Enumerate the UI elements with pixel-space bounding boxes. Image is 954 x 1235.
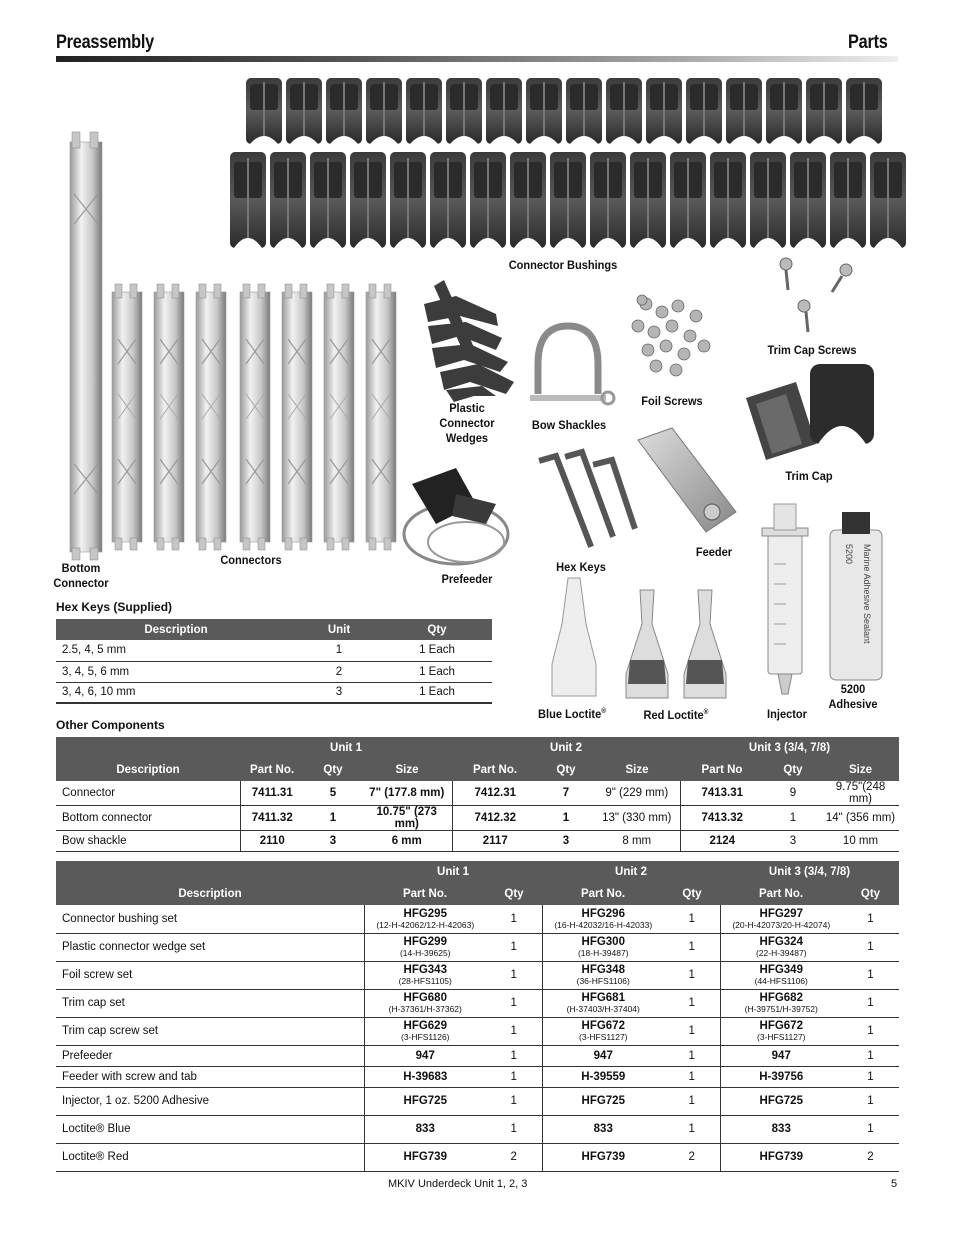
cell-description: Trim cap screw set bbox=[56, 1017, 364, 1045]
label-hex-keys: Hex Keys bbox=[556, 560, 606, 574]
part-number: HFG682 bbox=[759, 992, 803, 1004]
bottom-connector-image bbox=[70, 132, 102, 560]
cell-qty: 2 bbox=[664, 1143, 720, 1171]
cell-description: Connector bushing set bbox=[56, 905, 364, 933]
part-number: HFG725 bbox=[759, 1095, 803, 1107]
part-subnumber: (3-HFS1127) bbox=[757, 1032, 806, 1042]
cell-part-no bbox=[364, 1115, 486, 1143]
part-subnumber: (22-H-39487) bbox=[755, 948, 807, 958]
label-feeder: Feeder bbox=[695, 545, 733, 559]
group-header bbox=[56, 737, 240, 759]
part-subnumber: (14-H-39625) bbox=[399, 948, 451, 958]
part-number: HFG324 bbox=[759, 936, 803, 948]
cell-part-no bbox=[720, 1045, 842, 1066]
parts-table bbox=[56, 861, 899, 1172]
part-subnumber: (18-H-39487) bbox=[577, 948, 629, 958]
label-adhesive: 5200 Adhesive bbox=[828, 682, 878, 711]
table-row bbox=[56, 661, 492, 682]
page-title: Preassembly bbox=[56, 32, 154, 53]
part-number: 833 bbox=[415, 1123, 435, 1135]
label-injector: Injector bbox=[767, 707, 807, 721]
cell-qty: 1 bbox=[664, 933, 720, 961]
cell: 3, 4, 5, 6 mm bbox=[56, 661, 296, 682]
cell-part-no bbox=[720, 1143, 842, 1171]
part-number: 833 bbox=[593, 1123, 613, 1135]
cell-part-no bbox=[720, 1115, 842, 1143]
label-foil-screws: Foil Screws bbox=[641, 394, 703, 408]
cell-qty: 1 bbox=[486, 905, 542, 933]
cell: 6 mm bbox=[362, 831, 452, 852]
table-row bbox=[56, 806, 899, 831]
cell-qty: 2 bbox=[486, 1143, 542, 1171]
label-bottom-connector: Bottom Connector bbox=[53, 561, 109, 590]
group-header bbox=[56, 861, 364, 883]
table-row bbox=[56, 682, 492, 703]
cell-qty: 1 bbox=[664, 1087, 720, 1115]
part-number: H-39559 bbox=[581, 1070, 626, 1083]
connectors-image bbox=[112, 284, 396, 550]
part-number: HFG739 bbox=[403, 1151, 447, 1163]
col-header: Part No. bbox=[452, 759, 538, 781]
cell-qty: 1 bbox=[842, 961, 899, 989]
cell: 9" (229 mm) bbox=[594, 781, 680, 806]
cell-qty: 1 bbox=[842, 989, 899, 1017]
part-number: HFG672 bbox=[581, 1020, 625, 1032]
part-number: HFG725 bbox=[581, 1095, 625, 1107]
cell: 1 Each bbox=[382, 640, 492, 661]
cell-description: Feeder with screw and tab bbox=[56, 1066, 364, 1087]
label-connectors: Connectors bbox=[220, 553, 282, 567]
cell-qty: 1 bbox=[842, 905, 899, 933]
part-number: HFG629 bbox=[403, 1020, 447, 1032]
part-number: H-39683 bbox=[403, 1070, 448, 1083]
cell: 3 bbox=[304, 831, 362, 852]
tube-number: 5200 bbox=[844, 544, 854, 565]
cell-qty: 1 bbox=[486, 1045, 542, 1066]
group-header: Unit 2 bbox=[542, 861, 720, 883]
cell: 7411.32 bbox=[240, 806, 304, 831]
cell-part-no bbox=[542, 905, 664, 933]
foil-screws-image bbox=[632, 295, 710, 376]
cell: 5 bbox=[304, 781, 362, 806]
hex-keys-table bbox=[56, 619, 492, 704]
table-row bbox=[56, 640, 492, 661]
cell-description: Trim cap set bbox=[56, 989, 364, 1017]
cell-qty: 1 bbox=[842, 933, 899, 961]
adhesive-tube-image bbox=[830, 512, 882, 680]
header-rule bbox=[56, 56, 898, 62]
cell-part-no bbox=[720, 933, 842, 961]
trim-cap-screws-image bbox=[780, 258, 852, 332]
cell-part-no bbox=[720, 961, 842, 989]
page-number: 5 bbox=[891, 1178, 898, 1190]
cell-qty: 1 bbox=[664, 1115, 720, 1143]
cell: 7 bbox=[538, 781, 594, 806]
cell-qty: 1 bbox=[486, 1115, 542, 1143]
table-row bbox=[56, 905, 899, 933]
cell: 3 bbox=[538, 831, 594, 852]
label-bow-shackles: Bow Shackles bbox=[531, 418, 607, 432]
col-header: Qty bbox=[842, 883, 899, 905]
blue-loctite-text: Blue Loctite bbox=[538, 707, 602, 721]
col-header: Description bbox=[56, 759, 240, 781]
cell: 7413.31 bbox=[680, 781, 764, 806]
col-header: Qty bbox=[304, 759, 362, 781]
col-header: Size bbox=[822, 759, 899, 781]
cell-qty: 1 bbox=[664, 905, 720, 933]
cell: 8 mm bbox=[594, 831, 680, 852]
cell-part-no bbox=[542, 1087, 664, 1115]
cell-part-no bbox=[720, 1017, 842, 1045]
part-number: HFG725 bbox=[403, 1095, 447, 1107]
cell: 7412.31 bbox=[452, 781, 538, 806]
connector-bushings-image bbox=[230, 78, 906, 248]
cell-part-no bbox=[720, 1066, 842, 1087]
part-number: HFG299 bbox=[403, 936, 447, 948]
red-loctite-text: Red Loctite bbox=[643, 708, 704, 722]
cell-part-no bbox=[542, 1115, 664, 1143]
col-header: Unit bbox=[296, 619, 382, 640]
part-number: HFG680 bbox=[403, 992, 447, 1004]
table-row bbox=[56, 1087, 899, 1115]
part-number: H-39756 bbox=[759, 1070, 804, 1083]
part-subnumber: (H-37361/H-37362) bbox=[388, 1004, 462, 1014]
table-row bbox=[56, 1143, 899, 1171]
col-header: Qty bbox=[382, 619, 492, 640]
other-components-table bbox=[56, 737, 899, 852]
hex-keys-image bbox=[542, 452, 634, 544]
cell-part-no bbox=[364, 905, 486, 933]
col-header: Size bbox=[362, 759, 452, 781]
cell-part-no bbox=[364, 1087, 486, 1115]
col-header: Part No. bbox=[240, 759, 304, 781]
col-header: Part No. bbox=[720, 883, 842, 905]
cell-part-no bbox=[364, 1066, 486, 1087]
cell-part-no bbox=[542, 961, 664, 989]
table-row bbox=[56, 933, 899, 961]
cell-part-no bbox=[364, 1143, 486, 1171]
cell-part-no bbox=[542, 989, 664, 1017]
part-subnumber: (3-HFS1126) bbox=[401, 1032, 450, 1042]
cell: Bow shackle bbox=[56, 831, 240, 852]
cell-description: Injector, 1 oz. 5200 Adhesive bbox=[56, 1087, 364, 1115]
table-row bbox=[56, 781, 899, 806]
feeder-image bbox=[638, 428, 736, 532]
cell: 2110 bbox=[240, 831, 304, 852]
part-number: 947 bbox=[771, 1049, 791, 1062]
part-subnumber: (12-H-42062/12-H-42063) bbox=[376, 919, 475, 930]
cell-part-no bbox=[364, 1045, 486, 1066]
part-number: HFG348 bbox=[581, 964, 625, 976]
part-number: HFG349 bbox=[759, 964, 803, 976]
part-subnumber: (36-HFS1106) bbox=[576, 976, 630, 986]
cell: 1 bbox=[538, 806, 594, 831]
cell-description: Foil screw set bbox=[56, 961, 364, 989]
section-title: Parts bbox=[848, 32, 888, 53]
blue-loctite-image bbox=[552, 578, 596, 696]
cell: 13" (330 mm) bbox=[594, 806, 680, 831]
part-number: HFG296 bbox=[581, 907, 625, 920]
label-connector-bushings: Connector Bushings bbox=[508, 258, 618, 272]
part-subnumber: (16-H-42032/16-H-42033) bbox=[554, 919, 653, 930]
cell-description: Plastic connector wedge set bbox=[56, 933, 364, 961]
col-header: Size bbox=[594, 759, 680, 781]
cell-qty: 1 bbox=[842, 1087, 899, 1115]
cell: 2.5, 4, 5 mm bbox=[56, 640, 296, 661]
cell: 3 bbox=[296, 682, 382, 703]
bow-shackle-image bbox=[530, 326, 614, 404]
col-header: Qty bbox=[538, 759, 594, 781]
table-row bbox=[56, 989, 899, 1017]
cell-qty: 1 bbox=[664, 1045, 720, 1066]
group-header: Unit 1 bbox=[240, 737, 452, 759]
cell-qty: 1 bbox=[842, 1045, 899, 1066]
table-row bbox=[56, 1017, 899, 1045]
group-header: Unit 3 (3/4, 7/8) bbox=[680, 737, 899, 759]
cell-part-no bbox=[720, 905, 842, 933]
part-subnumber: (H-39751/H-39752) bbox=[744, 1004, 818, 1014]
cell-qty: 1 bbox=[664, 1066, 720, 1087]
cell-qty: 1 bbox=[486, 1066, 542, 1087]
cell: 1 bbox=[296, 640, 382, 661]
cell-qty: 1 bbox=[486, 989, 542, 1017]
label-prefeeder: Prefeeder bbox=[441, 572, 493, 586]
part-number: HFG297 bbox=[759, 907, 803, 920]
cell-part-no bbox=[364, 989, 486, 1017]
col-header: Part No bbox=[680, 759, 764, 781]
cell: 3 bbox=[764, 831, 822, 852]
cell-part-no bbox=[542, 933, 664, 961]
part-subnumber: (3-HFS1127) bbox=[579, 1032, 628, 1042]
cell-qty: 1 bbox=[486, 1087, 542, 1115]
cell: 1 bbox=[304, 806, 362, 831]
cell-part-no bbox=[720, 1087, 842, 1115]
cell-qty: 1 bbox=[486, 961, 542, 989]
part-number: HFG343 bbox=[403, 964, 447, 976]
cell: 7411.31 bbox=[240, 781, 304, 806]
part-number: 833 bbox=[771, 1123, 791, 1135]
trim-cap-image bbox=[746, 364, 874, 460]
cell: 9 bbox=[764, 781, 822, 806]
part-number: HFG739 bbox=[581, 1151, 625, 1163]
cell-part-no bbox=[364, 933, 486, 961]
cell: 2124 bbox=[680, 831, 764, 852]
cell: Connector bbox=[56, 781, 240, 806]
cell-part-no bbox=[542, 1045, 664, 1066]
cell: 14" (356 mm) bbox=[822, 806, 899, 831]
label-trim-cap-screws: Trim Cap Screws bbox=[767, 343, 857, 357]
label-plastic-connector-wedges: Plastic Connector Wedges bbox=[439, 401, 495, 445]
cell: 9.75"(248 mm) bbox=[822, 781, 899, 806]
cell: 2 bbox=[296, 661, 382, 682]
cell-part-no bbox=[542, 1017, 664, 1045]
cell-part-no bbox=[542, 1143, 664, 1171]
cell-qty: 1 bbox=[664, 961, 720, 989]
group-header: Unit 1 bbox=[364, 861, 542, 883]
col-header: Description bbox=[56, 883, 364, 905]
col-header: Qty bbox=[486, 883, 542, 905]
reg-mark: ® bbox=[703, 709, 709, 716]
cell-qty: 1 bbox=[486, 933, 542, 961]
col-header: Part No. bbox=[542, 883, 664, 905]
label-trim-cap: Trim Cap bbox=[785, 469, 833, 483]
label-blue-loctite bbox=[533, 704, 610, 722]
table-row bbox=[56, 1066, 899, 1087]
cell-qty: 1 bbox=[664, 1017, 720, 1045]
col-header: Qty bbox=[664, 883, 720, 905]
cell-qty: 1 bbox=[842, 1017, 899, 1045]
part-number: HFG295 bbox=[403, 907, 447, 920]
footer-title: MKIV Underdeck Unit 1, 2, 3 bbox=[388, 1178, 528, 1190]
part-number: HFG739 bbox=[759, 1151, 803, 1163]
col-header: Part No. bbox=[364, 883, 486, 905]
cell-part-no bbox=[364, 1017, 486, 1045]
cell-part-no bbox=[542, 1066, 664, 1087]
part-number: 947 bbox=[415, 1049, 435, 1062]
cell-qty: 1 bbox=[486, 1017, 542, 1045]
part-number: HFG300 bbox=[581, 936, 625, 948]
cell-qty: 2 bbox=[842, 1143, 899, 1171]
cell: 7412.32 bbox=[452, 806, 538, 831]
plastic-wedges-image bbox=[424, 280, 514, 402]
table-row bbox=[56, 831, 899, 852]
injector-image bbox=[762, 504, 808, 694]
cell-part-no bbox=[720, 989, 842, 1017]
table-row bbox=[56, 1045, 899, 1066]
part-subnumber: (H-37403/H-37404) bbox=[566, 1004, 640, 1014]
part-number: HFG681 bbox=[581, 992, 625, 1004]
cell: 3, 4, 6, 10 mm bbox=[56, 682, 296, 703]
part-subnumber: (28-HFS1105) bbox=[398, 976, 452, 986]
cell: 10 mm bbox=[822, 831, 899, 852]
group-header: Unit 2 bbox=[452, 737, 680, 759]
cell: Bottom connector bbox=[56, 806, 240, 831]
cell-part-no bbox=[364, 961, 486, 989]
red-loctite-image bbox=[626, 590, 726, 698]
cell: 1 bbox=[764, 806, 822, 831]
reg-mark: ® bbox=[601, 708, 606, 715]
part-number: HFG672 bbox=[759, 1020, 803, 1032]
group-header: Unit 3 (3/4, 7/8) bbox=[720, 861, 899, 883]
cell: 2117 bbox=[452, 831, 538, 852]
cell-qty: 1 bbox=[842, 1115, 899, 1143]
cell: 10.75" (273 mm) bbox=[362, 806, 452, 831]
col-header: Qty bbox=[764, 759, 822, 781]
hex-keys-title: Hex Keys (Supplied) bbox=[56, 600, 173, 614]
part-subnumber: (20-H-42073/20-H-42074) bbox=[732, 919, 831, 930]
part-number: 947 bbox=[593, 1049, 613, 1062]
table-row bbox=[56, 1115, 899, 1143]
cell: 7413.32 bbox=[680, 806, 764, 831]
cell-description: Loctite® Blue bbox=[56, 1115, 364, 1143]
cell: 7" (177.8 mm) bbox=[362, 781, 452, 806]
prefeeder-image bbox=[404, 468, 508, 564]
cell-qty: 1 bbox=[842, 1066, 899, 1087]
cell-description: Prefeeder bbox=[56, 1045, 364, 1066]
cell-qty: 1 bbox=[664, 989, 720, 1017]
cell: 1 Each bbox=[382, 682, 492, 703]
tube-label: Marine Adhesive Sealant bbox=[862, 544, 872, 644]
cell-description: Loctite® Red bbox=[56, 1143, 364, 1171]
cell: 1 Each bbox=[382, 661, 492, 682]
other-components-title: Other Components bbox=[56, 718, 165, 732]
table-row bbox=[56, 961, 899, 989]
col-header: Description bbox=[56, 619, 296, 640]
label-red-loctite bbox=[637, 705, 714, 723]
part-subnumber: (44-HFS1106) bbox=[754, 976, 808, 986]
